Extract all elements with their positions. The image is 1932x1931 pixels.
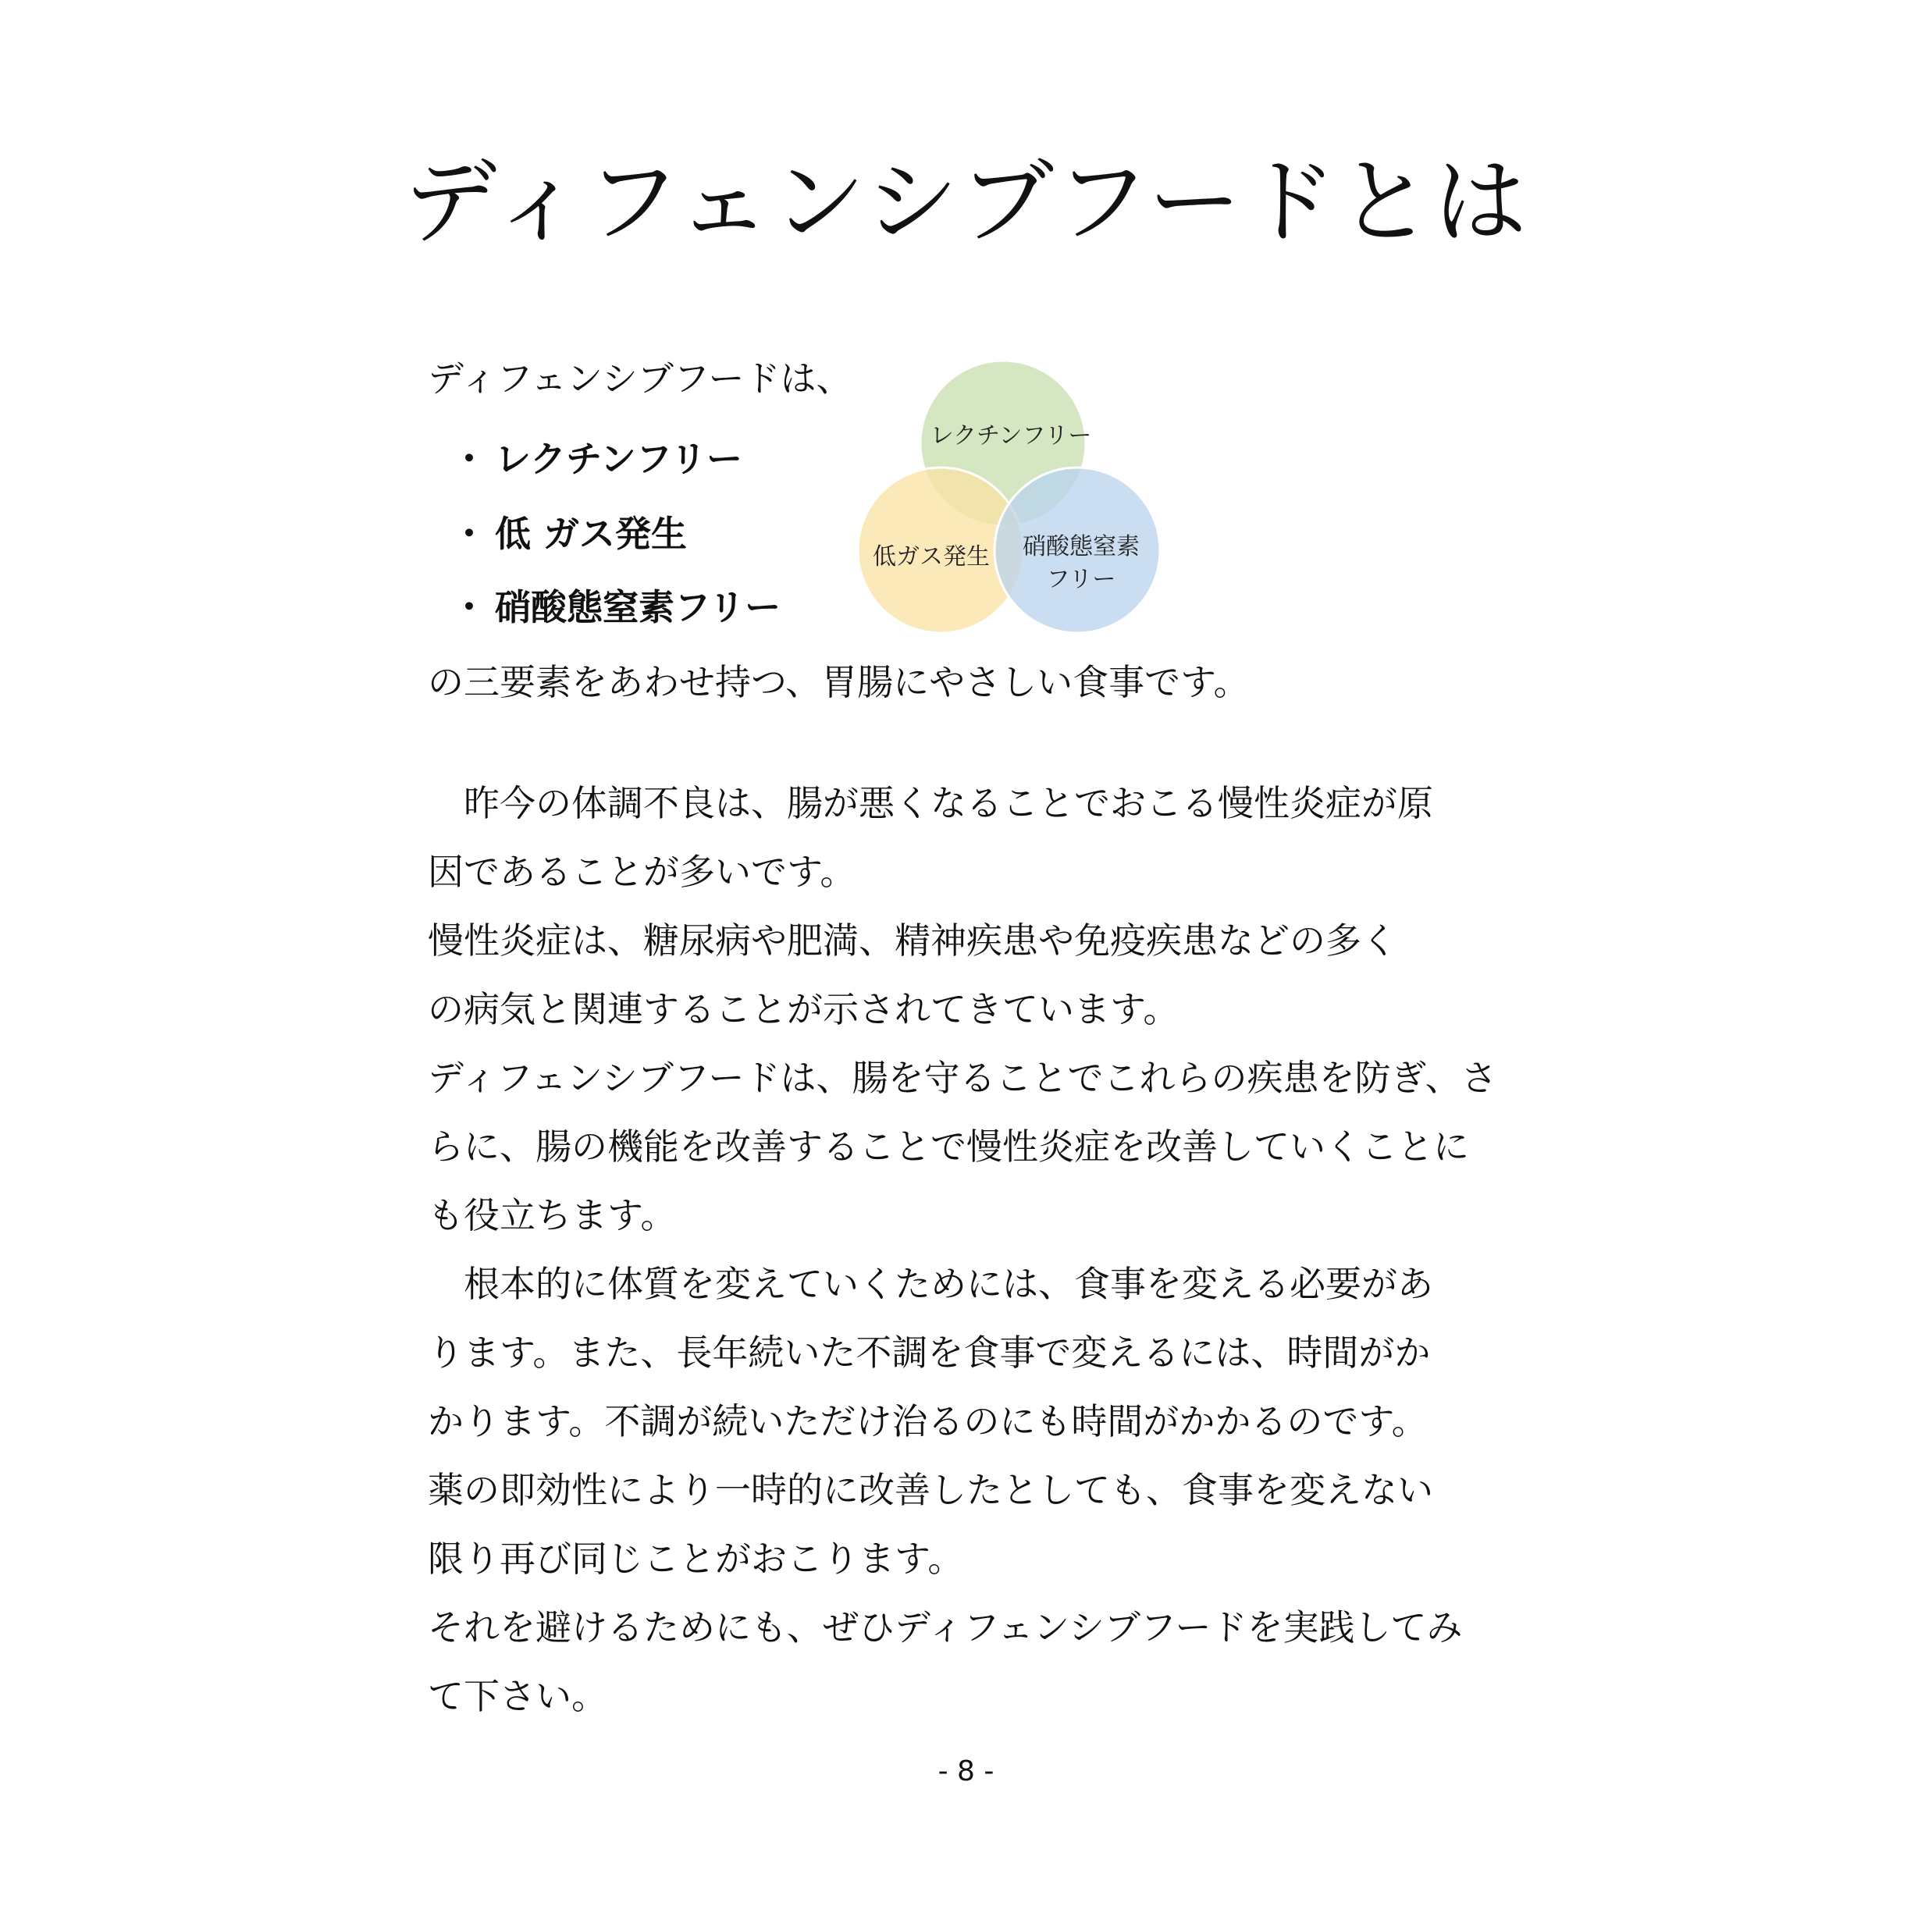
- body-line: ディフェンシブフードは、腸を守ることでこれらの疾患を防ぎ、さ: [428, 1057, 1497, 1099]
- page-number: - 8 -: [938, 1755, 994, 1787]
- bullet-marker: ・: [451, 513, 487, 555]
- venn-label-low-gas: 低ガス発生: [873, 543, 990, 571]
- body-line: も役立ちます。: [428, 1194, 677, 1236]
- body-line: 因であることが多いです。: [428, 851, 856, 893]
- body-line: 限り再び同じことがおこります。: [428, 1538, 964, 1580]
- bullet-label: 硝酸態窒素フリー: [495, 586, 781, 628]
- body-line: 昨今の体調不良は、腸が悪くなることでおこる慢性炎症が原: [428, 782, 1433, 824]
- page-title: ディフェンシブフードとは: [403, 148, 1529, 257]
- body-paragraphs: [428, 769, 1521, 1730]
- body-line: らに、腸の機能を改善することで慢性炎症を改善していくことに: [428, 1126, 1469, 1168]
- venn-label-nitrate-line2: フリー: [1046, 566, 1116, 593]
- bullet-lectin-free: [451, 436, 742, 482]
- summary-text: の三要素をあわせ持つ、胃腸にやさしい食事です。: [428, 661, 1250, 703]
- intro-text: ディフェンシブフードは、: [428, 357, 852, 400]
- body-line: て下さい。: [428, 1675, 607, 1717]
- venn-label-lectin: レクチンフリー: [930, 422, 1092, 450]
- body-line: 根本的に体質を変えていくためには、食事を変える必要があ: [428, 1263, 1433, 1305]
- body-line: の病気と関連することが示されてきています。: [428, 988, 1179, 1030]
- bullet-low-gas: [451, 510, 687, 557]
- bullet-marker: ・: [451, 586, 487, 628]
- bullet-label: 低 ガス発生: [495, 513, 688, 555]
- body-line: かります。不調が続いただけ治るのにも時間がかかるのです。: [428, 1400, 1428, 1442]
- body-line: それを避けるためにも、ぜひディフェンシブフードを実践してみ: [428, 1606, 1463, 1648]
- body-line: ります。また、長年続いた不調を食事で変えるには、時間がか: [428, 1332, 1431, 1374]
- bullet-nitrate-free: [451, 584, 781, 631]
- body-line: 薬の即効性により一時的に改善したとしても、食事を変えない: [428, 1469, 1433, 1511]
- body-line: 慢性炎症は、糖尿病や肥満、精神疾患や免疫疾患などの多く: [428, 919, 1397, 962]
- venn-diagram: [855, 359, 1163, 640]
- bullet-label: レクチンフリー: [495, 438, 742, 480]
- venn-label-nitrate-line1: 硝酸態窒素: [1023, 533, 1140, 560]
- bullet-marker: ・: [451, 438, 487, 480]
